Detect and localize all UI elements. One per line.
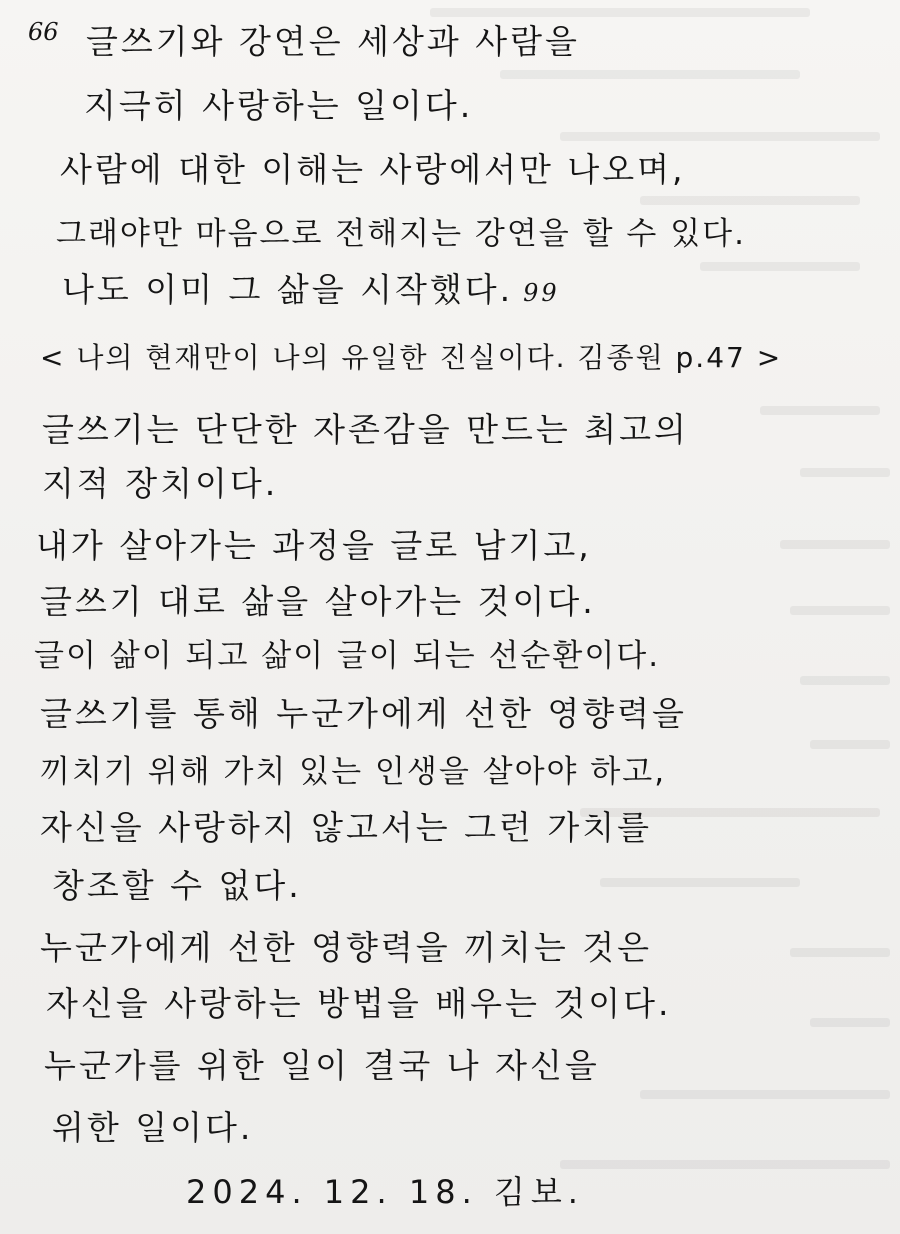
quote-line: 그래야만 마음으로 전해지는 강연을 할 수 있다. — [56, 216, 746, 252]
body-line: 창조할 수 없다. — [52, 866, 302, 905]
body-line: 내가 살아가는 과정을 글로 남기고, — [36, 526, 592, 565]
body-line: 누군가에게 선한 영향력을 끼치는 것은 — [40, 928, 653, 967]
book-citation: < 나의 현재만이 나의 유일한 진실이다. 김종원 p.47 > — [40, 341, 783, 374]
bleed-through-text — [760, 406, 880, 415]
bleed-through-text — [800, 468, 890, 477]
bleed-through-text — [560, 132, 880, 141]
bleed-through-text — [560, 1160, 890, 1169]
quote-line: 나도 이미 그 삶을 시작했다. — [62, 270, 514, 309]
quote-line: 사람에 대한 이해는 사랑에서만 나오며, — [60, 150, 686, 189]
body-line: 위한 일이다. — [52, 1108, 254, 1147]
body-line: 글이 삶이 되고 삶이 글이 되는 선순환이다. — [34, 638, 661, 674]
body-line: 글쓰기를 통해 누군가에게 선한 영향력을 — [40, 694, 687, 733]
body-line: 글쓰기 대로 삶을 살아가는 것이다. — [40, 582, 596, 621]
quote-line: 글쓰기와 강연은 세상과 사람을 — [86, 22, 580, 61]
quote-line: 지극히 사랑하는 일이다. — [84, 86, 474, 125]
body-line: 끼치기 위해 가치 있는 인생을 살아야 하고, — [40, 754, 667, 790]
bleed-through-text — [790, 948, 890, 957]
bleed-through-text — [810, 1018, 890, 1027]
quote-open-mark: 66 — [28, 18, 59, 46]
bleed-through-text — [600, 878, 800, 887]
body-line: 자신을 사랑하지 않고서는 그런 가치를 — [40, 808, 653, 847]
bleed-through-text — [640, 196, 860, 205]
body-line: 지적 장치이다. — [42, 464, 279, 503]
bleed-through-text — [640, 1090, 890, 1099]
bleed-through-text — [780, 540, 890, 549]
bleed-through-text — [800, 676, 890, 685]
bleed-through-text — [790, 606, 890, 615]
bleed-through-text — [500, 70, 800, 79]
signature-date: 2024. 12. 18. 김보. — [186, 1173, 584, 1211]
quote-close-mark: 99 — [523, 279, 560, 307]
quote-line-with-close — [62, 270, 560, 313]
bleed-through-text — [430, 8, 810, 17]
bleed-through-text — [810, 740, 890, 749]
body-line: 자신을 사랑하는 방법을 배우는 것이다. — [46, 984, 672, 1023]
body-line: 누군가를 위한 일이 결국 나 자신을 — [44, 1046, 600, 1085]
body-line: 글쓰기는 단단한 자존감을 만드는 최고의 — [42, 410, 689, 449]
bleed-through-text — [700, 262, 860, 271]
